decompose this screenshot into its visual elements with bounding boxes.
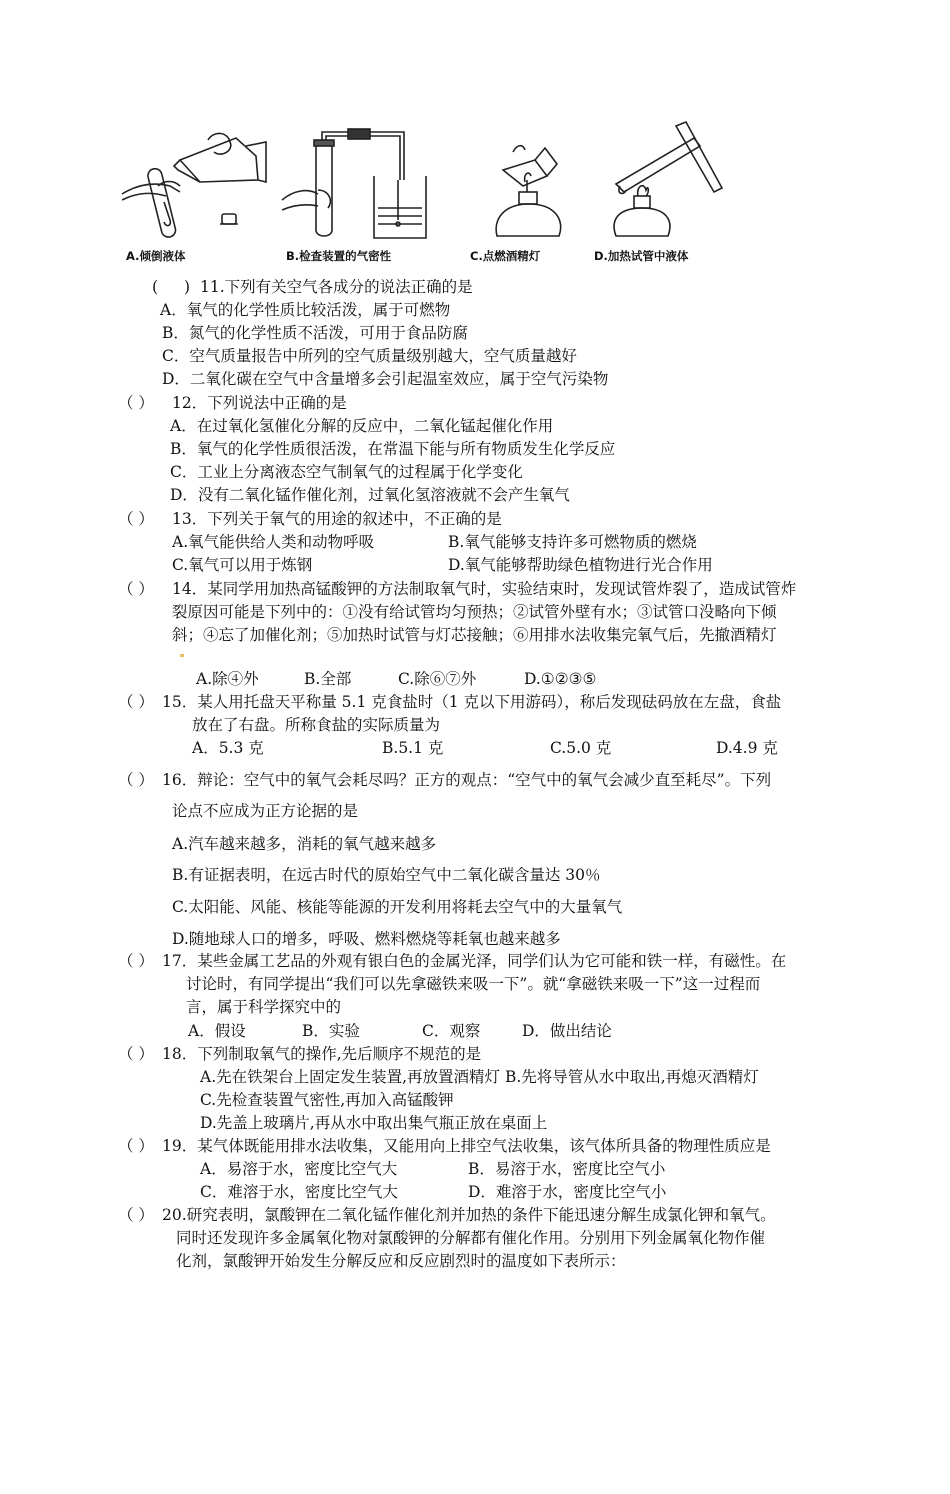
option-c: C.氧气可以用于炼钢 (172, 556, 313, 574)
option-c: C.除⑥⑦外 (398, 670, 477, 688)
option-c: C.先检查装置气密性,再加入高锰酸钾 (200, 1091, 454, 1109)
question-line-2: 讨论时，有同学提出“我们可以先拿磁铁来吸一下”。就“拿磁铁来吸一下”这一过程而 (186, 975, 761, 993)
caption-c: C.点燃酒精灯 (470, 249, 541, 263)
option-a: A．氧气的化学性质比较活泼，属于可燃物 (160, 301, 451, 319)
option-b: B.全部 (304, 670, 352, 688)
option-c: C．难溶于水，密度比空气大 (200, 1183, 398, 1201)
option-b: B．易溶于水，密度比空气小 (468, 1160, 666, 1178)
option-d: D.随地球人口的增多，呼吸、燃料燃烧等耗氧也越来越多 (172, 930, 561, 948)
question-line-2: 论点不应成为正方论据的是 (172, 802, 359, 820)
caption-b: B.检查装置的气密性 (286, 249, 392, 263)
answer-bracket[interactable]: （ ） (118, 771, 154, 789)
question-line-1: 14．某同学用加热高锰酸钾的方法制取氧气时，实验结束时，发现试管炸裂了，造成试管炸 (172, 580, 797, 598)
airtightness-check-illustration (278, 120, 428, 242)
question-line-1: 17．某些金属工艺品的外观有银白色的金属光泽，同学们认为它可能和铁一样，有磁性。在 (162, 952, 787, 970)
option-a: A．5.3 克 (192, 739, 264, 757)
option-a: A.除④外 (196, 670, 259, 688)
option-b: B.有证据表明，在远古时代的原始空气中二氧化碳含量达 30％ (172, 866, 601, 884)
option-d: D.先盖上玻璃片,再从水中取出集气瓶正放在桌面上 (200, 1114, 548, 1132)
yellow-mark (180, 654, 184, 657)
question-stem: 13．下列关于氧气的用途的叙述中，不正确的是 (172, 510, 502, 528)
option-b: B．氧气的化学性质很活泼，在常温下能与所有物质发生化学反应 (170, 440, 616, 458)
answer-bracket-close: ) (184, 278, 191, 296)
pouring-liquid-illustration (118, 120, 268, 240)
question-line-1: 20.研究表明，氯酸钾在二氧化锰作催化剂并加热的条件下能迅速分解生成氯化钾和氧气。 (162, 1206, 776, 1224)
question-stem: 12．下列说法中正确的是 (172, 394, 347, 412)
option-a: A.氧气能供给人类和动物呼吸 (172, 533, 375, 551)
question-line-1: 16．辩论：空气中的氧气会耗尽吗？正方的观点：“空气中的氧气会减少直至耗尽”。下列 (162, 771, 772, 789)
option-c: C．观察 (422, 1022, 481, 1040)
answer-bracket-open[interactable]: ( (152, 278, 159, 296)
option-b: B．氮气的化学性质不活泼，可用于食品防腐 (162, 324, 468, 342)
question-line-1: 15．某人用托盘天平称量 5.1 克食盐时（1 克以下用游码），称后发现砝码放在左盘，食盐 (162, 693, 782, 711)
answer-bracket[interactable]: （ ） (118, 1137, 154, 1155)
option-c: C.太阳能、风能、核能等能源的开发利用将耗去空气中的大量氧气 (172, 898, 623, 916)
question-stem: 18．下列制取氧气的操作,先后顺序不规范的是 (162, 1045, 482, 1063)
question-stem: 19．某气体既能用排水法收集，又能用向上排空气法收集，该气体所具备的物理性质应是 (162, 1137, 771, 1155)
option-a: A．假设 (188, 1022, 246, 1040)
option-d: D．做出结论 (522, 1022, 612, 1040)
caption-a: A.倾倒液体 (126, 249, 186, 263)
question-line-3: 言，属于科学探究中的 (186, 998, 342, 1016)
option-d: D.氧气能够帮助绿色植物进行光合作用 (448, 556, 713, 574)
option-d: D．二氧化碳在空气中含量增多会引起温室效应，属于空气污染物 (162, 370, 609, 388)
answer-bracket[interactable]: （ ） (118, 1045, 154, 1063)
answer-bracket[interactable]: （ ） (118, 510, 154, 528)
option-d: D．难溶于水，密度比空气小 (468, 1183, 667, 1201)
option-d: D.①②③⑤ (524, 670, 597, 688)
option-d: D.4.9 克 (716, 739, 778, 757)
lighting-alcohol-lamp-illustration (483, 140, 573, 240)
question-line-3: 化剂，氯酸钾开始发生分解反应和反应剧烈时的温度如下表所示： (176, 1252, 626, 1270)
option-d: D．没有二氧化锰作催化剂，过氧化氢溶液就不会产生氧气 (170, 486, 570, 504)
caption-d: D.加热试管中液体 (594, 249, 689, 263)
question-line-2: 裂原因可能是下列中的：①没有给试管均匀预热；②试管外壁有水；③试管口没略向下倾 (172, 603, 777, 621)
question-stem: 11.下列有关空气各成分的说法正确的是 (200, 278, 473, 296)
option-c: C．空气质量报告中所列的空气质量级别越大，空气质量越好 (162, 347, 577, 365)
option-a-b: A.先在铁架台上固定发生装置,再放置酒精灯 B.先将导管从水中取出,再熄灭酒精灯 (200, 1068, 759, 1086)
answer-bracket[interactable]: （ ） (118, 580, 154, 598)
heating-test-tube-illustration (586, 120, 726, 242)
option-b: B.5.1 克 (382, 739, 444, 757)
lab-operations-figure (118, 120, 728, 270)
option-c: C．工业上分离液态空气制氧气的过程属于化学变化 (170, 463, 523, 481)
option-a: A．在过氧化氢催化分解的反应中，二氧化锰起催化作用 (170, 417, 554, 435)
question-line-3: 斜；④忘了加催化剂；⑤加热时试管与灯芯接触；⑥用排水法收集完氧气后，先撤酒精灯 (172, 626, 777, 644)
answer-bracket[interactable]: （ ） (118, 952, 154, 970)
question-line-2: 放在了右盘。所称食盐的实际质量为 (192, 716, 441, 734)
question-line-2: 同时还发现许多金属氧化物对氯酸钾的分解都有催化作用。分别用下列金属氧化物作催 (176, 1229, 766, 1247)
option-c: C.5.0 克 (550, 739, 612, 757)
option-a: A．易溶于水，密度比空气大 (200, 1160, 398, 1178)
answer-bracket[interactable]: （ ） (118, 1206, 154, 1224)
option-a: A.汽车越来越多，消耗的氧气越来越多 (172, 835, 437, 853)
answer-bracket[interactable]: （ ） (118, 693, 154, 711)
option-b: B.氧气能够支持许多可燃物质的燃烧 (448, 533, 697, 551)
option-b: B．实验 (302, 1022, 360, 1040)
answer-bracket[interactable]: （ ） (118, 394, 154, 412)
